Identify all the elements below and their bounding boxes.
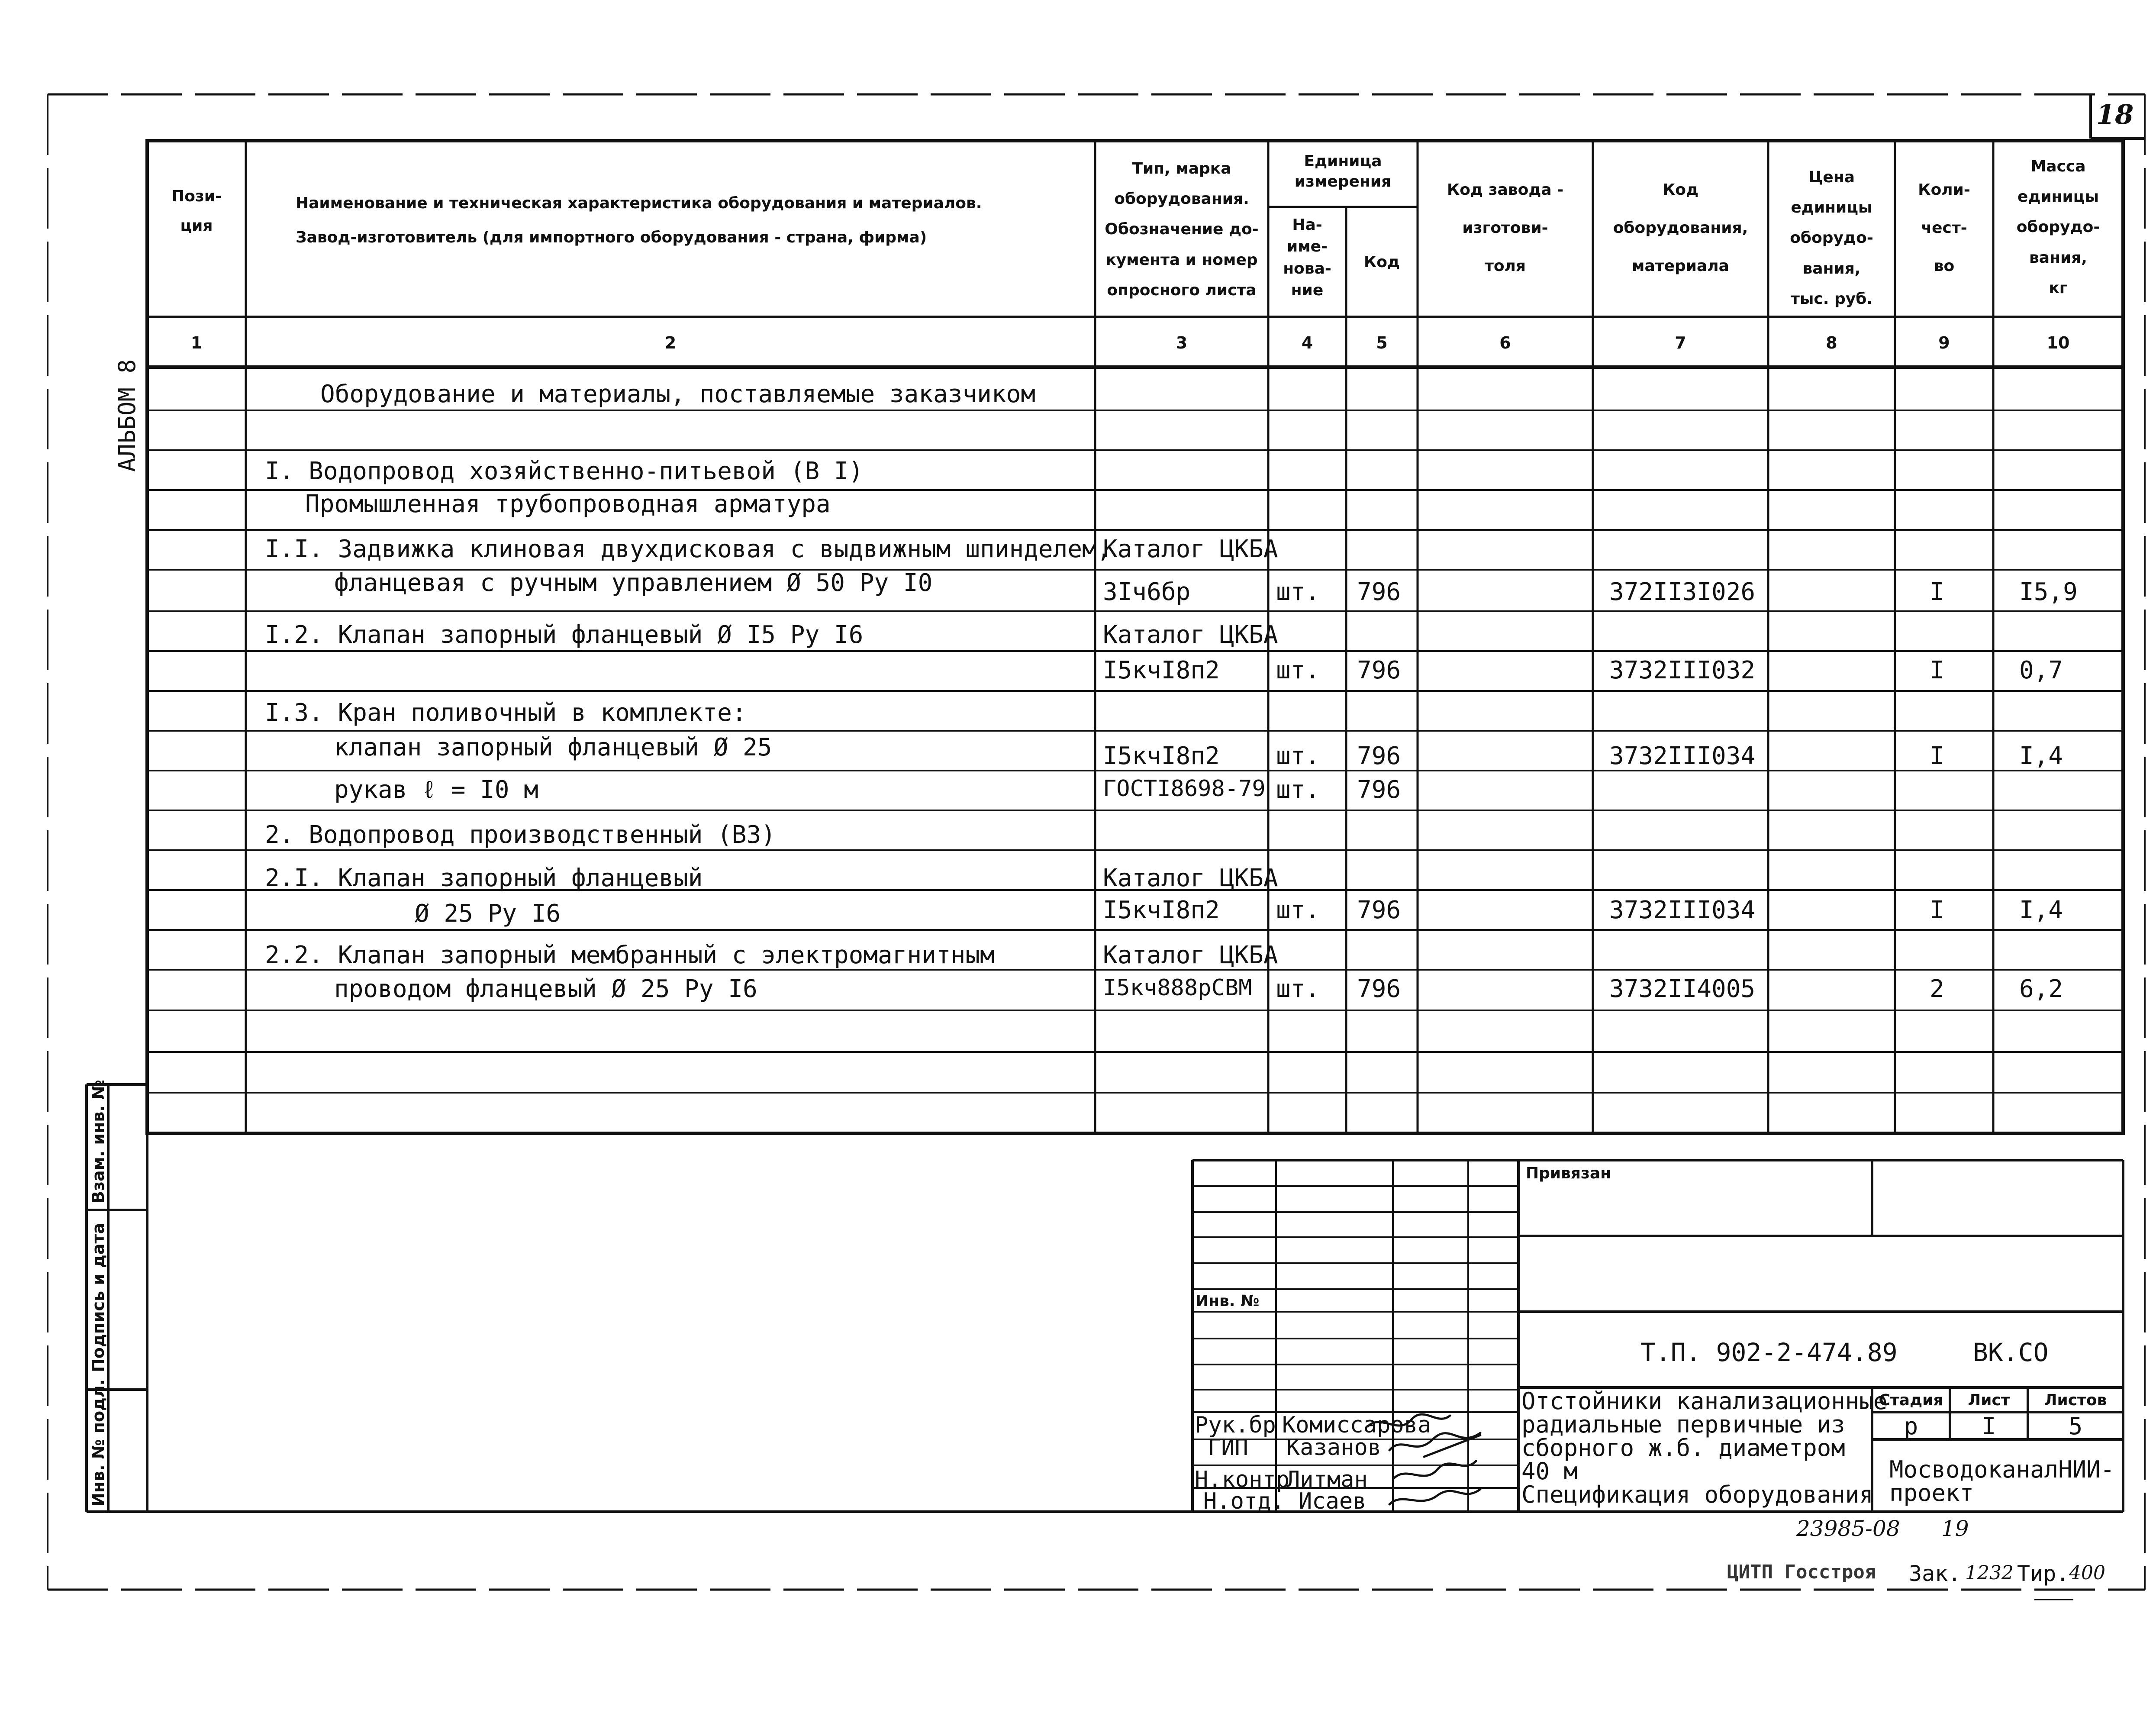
footer-printer: ЦИТП Госстроя [1727,1561,1876,1583]
header-col6-line2: изготови- [1462,219,1548,237]
tb-privyazan: Привязан [1526,1165,1611,1182]
row-9-name: рукав ℓ = I0 м [334,776,538,804]
tb-name-3: Литман [1286,1467,1368,1493]
stamp-vzam-inv: Взам. инв. № [89,1080,108,1203]
tb-role-2: ГИП [1208,1435,1248,1461]
row-14-unit: шт. [1276,975,1320,1003]
row-12-mass: I,4 [2019,896,2063,924]
col-number-8: 8 [1826,333,1837,352]
header-col3-line1: Тип, марка [1132,160,1231,177]
col-number-7: 7 [1675,333,1686,352]
header-col7-line3: материала [1632,257,1729,275]
row-6-mass: 0,7 [2019,656,2063,684]
row-14-type: I5кч888рСВМ [1103,975,1252,1001]
header-col8-line1: Цена [1808,168,1855,186]
row-7-name: I.3. Кран поливочный в комплекте: [265,699,747,727]
tb-title-line4: 40 м [1521,1458,1578,1485]
header-col1-line1: Пози- [171,187,222,205]
tb-inv-no: Инв. № [1196,1292,1260,1310]
row-12-type: I5кчI8п2 [1103,896,1220,924]
row-14-code: 796 [1357,975,1401,1003]
header-col9-line2: чест- [1921,219,1967,237]
header-col7 [1593,171,1768,286]
header-col10-line4: вания, [2029,248,2087,267]
row-14-matcode: 3732II4005 [1609,975,1756,1003]
header-col10-line2: единицы [2017,188,2099,206]
row-3-name: I.I. Задвижка клиновая двухдисковая с выдвижным шпинделем, [265,535,1112,563]
stamp-podpis-data: Подпись и дата [89,1223,108,1372]
header-col8 [1768,162,1895,314]
tb-doc-code: Т.П. 902-2-474.89 [1640,1338,1898,1367]
album-label: АЛЬБОМ 8 [113,359,141,472]
row-12-code: 796 [1357,896,1401,924]
row-4-code: 796 [1357,578,1401,606]
row-8-name: клапан запорный фланцевый Ø 25 [334,733,772,761]
tb-name-4: Исаев [1299,1488,1366,1514]
row-4-mass: I5,9 [2019,578,2078,606]
row-9-code: 796 [1357,776,1401,804]
row-8-type: I5кчI8п2 [1103,742,1220,770]
row-6-qty: I [1930,656,1944,684]
row-8-qty: I [1930,742,1944,770]
tb-stage: р [1904,1413,1918,1440]
header-col7-line2: оборудования, [1613,219,1748,237]
footer-order-val: 1232 [1965,1562,2014,1584]
row-1-name: I. Водопровод хозяйственно-питьевой (В I) [265,457,864,485]
sheet-number: 18 [2096,99,2134,130]
col-number-2: 2 [664,333,677,352]
row-10-name: 2. Водопровод производственный (В3) [265,821,776,849]
tb-org-line2: проект [1889,1479,1974,1507]
header-col4 [1268,214,1346,302]
footer-order-label: Зак. [1909,1561,1961,1586]
header-col10-line5: кг [2049,279,2068,297]
signatures [1363,1409,1493,1513]
header-col4-line4: ние [1291,281,1324,300]
col-number-1: 1 [190,333,203,352]
header-col3-line5: опросного листа [1107,281,1257,299]
row-6-code: 796 [1357,656,1401,684]
row-6-unit: шт. [1276,656,1320,684]
row-8-mass: I,4 [2019,742,2063,770]
header-col4-line3: нова- [1283,259,1331,277]
stamp-inv-podl: Инв. № подл. [89,1379,108,1507]
header-col4-line1: На- [1292,216,1322,234]
tb-role-4: Н.отд. [1203,1488,1285,1514]
header-col8-line2: единицы [1791,199,1872,217]
tb-title-line1: Отстойники канализационные [1521,1387,1888,1415]
header-col9-line1: Коли- [1918,181,1970,199]
row-5-type: Каталог ЦКБА [1103,621,1278,649]
tb-sheet-label: Лист [1968,1391,2010,1409]
row-4-unit: шт. [1276,578,1320,606]
row-4-matcode: 372II3I026 [1609,578,1756,606]
header-col3-line3: Обозначение до- [1105,220,1259,239]
tb-stage-label: Стадия [1879,1391,1943,1409]
tb-sheets: 5 [2068,1413,2083,1440]
tb-name-2: Казанов [1286,1435,1382,1461]
header-col4-line2: име- [1286,238,1328,256]
tb-title-line3: сборного ж.б. диаметром [1521,1434,1845,1461]
footer-tirazh-val: 400 [2069,1562,2105,1584]
header-col8-line5: тыс. руб. [1790,290,1873,308]
header-col6-line3: толя [1484,257,1526,275]
row-12-unit: шт. [1276,896,1320,924]
header-col6-line1: Код завода - [1447,181,1564,199]
tb-name-1: Комиссарова [1282,1412,1431,1438]
footer-order-no: 23985-08 [1796,1516,1900,1541]
row-8-matcode: 3732III034 [1609,742,1756,770]
row-12-qty: I [1930,896,1944,924]
header-col8-line4: вания, [1802,259,1861,277]
header-unit-group [1268,152,1418,192]
footer-tirazh-label: Тир. [2017,1561,2069,1586]
footer-page: 19 [1941,1516,1969,1541]
row-4-qty: I [1930,578,1944,606]
row-12-name: Ø 25 Ру I6 [415,900,561,928]
tb-role-1: Рук.бр [1195,1412,1276,1438]
row-11-type: Каталог ЦКБА [1103,864,1278,892]
row-13-name: 2.2. Клапан запорный мембранный с электромагнитным [265,941,995,969]
row-5-name: I.2. Клапан запорный фланцевый Ø I5 Ру I6 [265,621,864,649]
tb-doc-mark: ВК.СО [1973,1338,2049,1367]
header-col6 [1418,171,1593,286]
col-number-5: 5 [1376,333,1388,352]
row-8-unit: шт. [1276,742,1320,770]
header-col7-line1: Код [1662,181,1699,199]
header-col3-line4: кумента и номер [1105,251,1258,269]
row-11-name: 2.I. Клапан запорный фланцевый [265,864,703,892]
header-col2-line2: Завод-изготовитель (для импортного оборудования - страна, фирма) [296,229,927,247]
row-14-mass: 6,2 [2019,975,2063,1003]
tb-org [1889,1458,2114,1505]
header-col10 [1993,152,2123,303]
tb-org-line1: МосводоканалНИИ- [1889,1456,2115,1483]
row-14-name: проводом фланцевый Ø 25 Ру I6 [334,975,757,1003]
header-col2-line1: Наименование и техническая характеристика оборудования и материалов. [296,194,982,212]
row-14-qty: 2 [1930,975,1944,1003]
header-col5: Код [1363,253,1400,271]
header-unit-line2: измерения [1294,172,1392,190]
row-13-type: Каталог ЦКБА [1103,941,1278,969]
header-col3-line2: оборудования. [1114,190,1249,208]
header-col9-line3: во [1934,257,1955,275]
header-unit-line1: Единица [1304,152,1382,170]
header-col1-line2: ция [180,217,213,235]
tb-sheets-label: Листов [2044,1391,2107,1409]
row-4-type: 3Iч6бр [1103,578,1191,606]
tb-sheet: I [1982,1413,1996,1440]
row-3-type: Каталог ЦКБА [1103,535,1278,563]
row-12-matcode: 3732III034 [1609,896,1756,924]
row-4-name: фланцевая с ручным управлением Ø 50 Ру I0 [334,569,933,597]
tb-title-line2: радиальные первичные из [1521,1411,1845,1438]
header-col10-line1: Масса [2030,158,2086,175]
header-col2 [246,186,1095,255]
header-col3 [1095,154,1268,306]
row-9-unit: шт. [1276,776,1320,804]
header-col8-line3: оборудо- [1790,229,1873,247]
row-9-type: ГОСТI8698-79 [1103,776,1266,802]
col-number-10: 10 [2046,333,2070,352]
header-col9 [1895,171,1993,286]
row-6-type: I5кчI8п2 [1103,656,1220,684]
col-number-6: 6 [1499,333,1511,352]
col-number-4: 4 [1301,333,1313,352]
row-6-matcode: 3732III032 [1609,656,1756,684]
col-number-3: 3 [1176,333,1188,352]
header-col1 [147,182,246,241]
header-col10-line3: оборудо- [2016,218,2100,236]
tb-role-3: Н.контр [1195,1467,1290,1493]
row-2-name: Промышленная трубопроводная арматура [305,490,831,518]
row-0-name: Оборудование и материалы, поставляемые заказчиком [320,380,1036,408]
tb-title [1521,1387,1888,1508]
col-number-9: 9 [1938,333,1950,352]
tb-title-line5: Спецификация оборудования [1521,1481,1873,1508]
row-8-code: 796 [1357,742,1401,770]
